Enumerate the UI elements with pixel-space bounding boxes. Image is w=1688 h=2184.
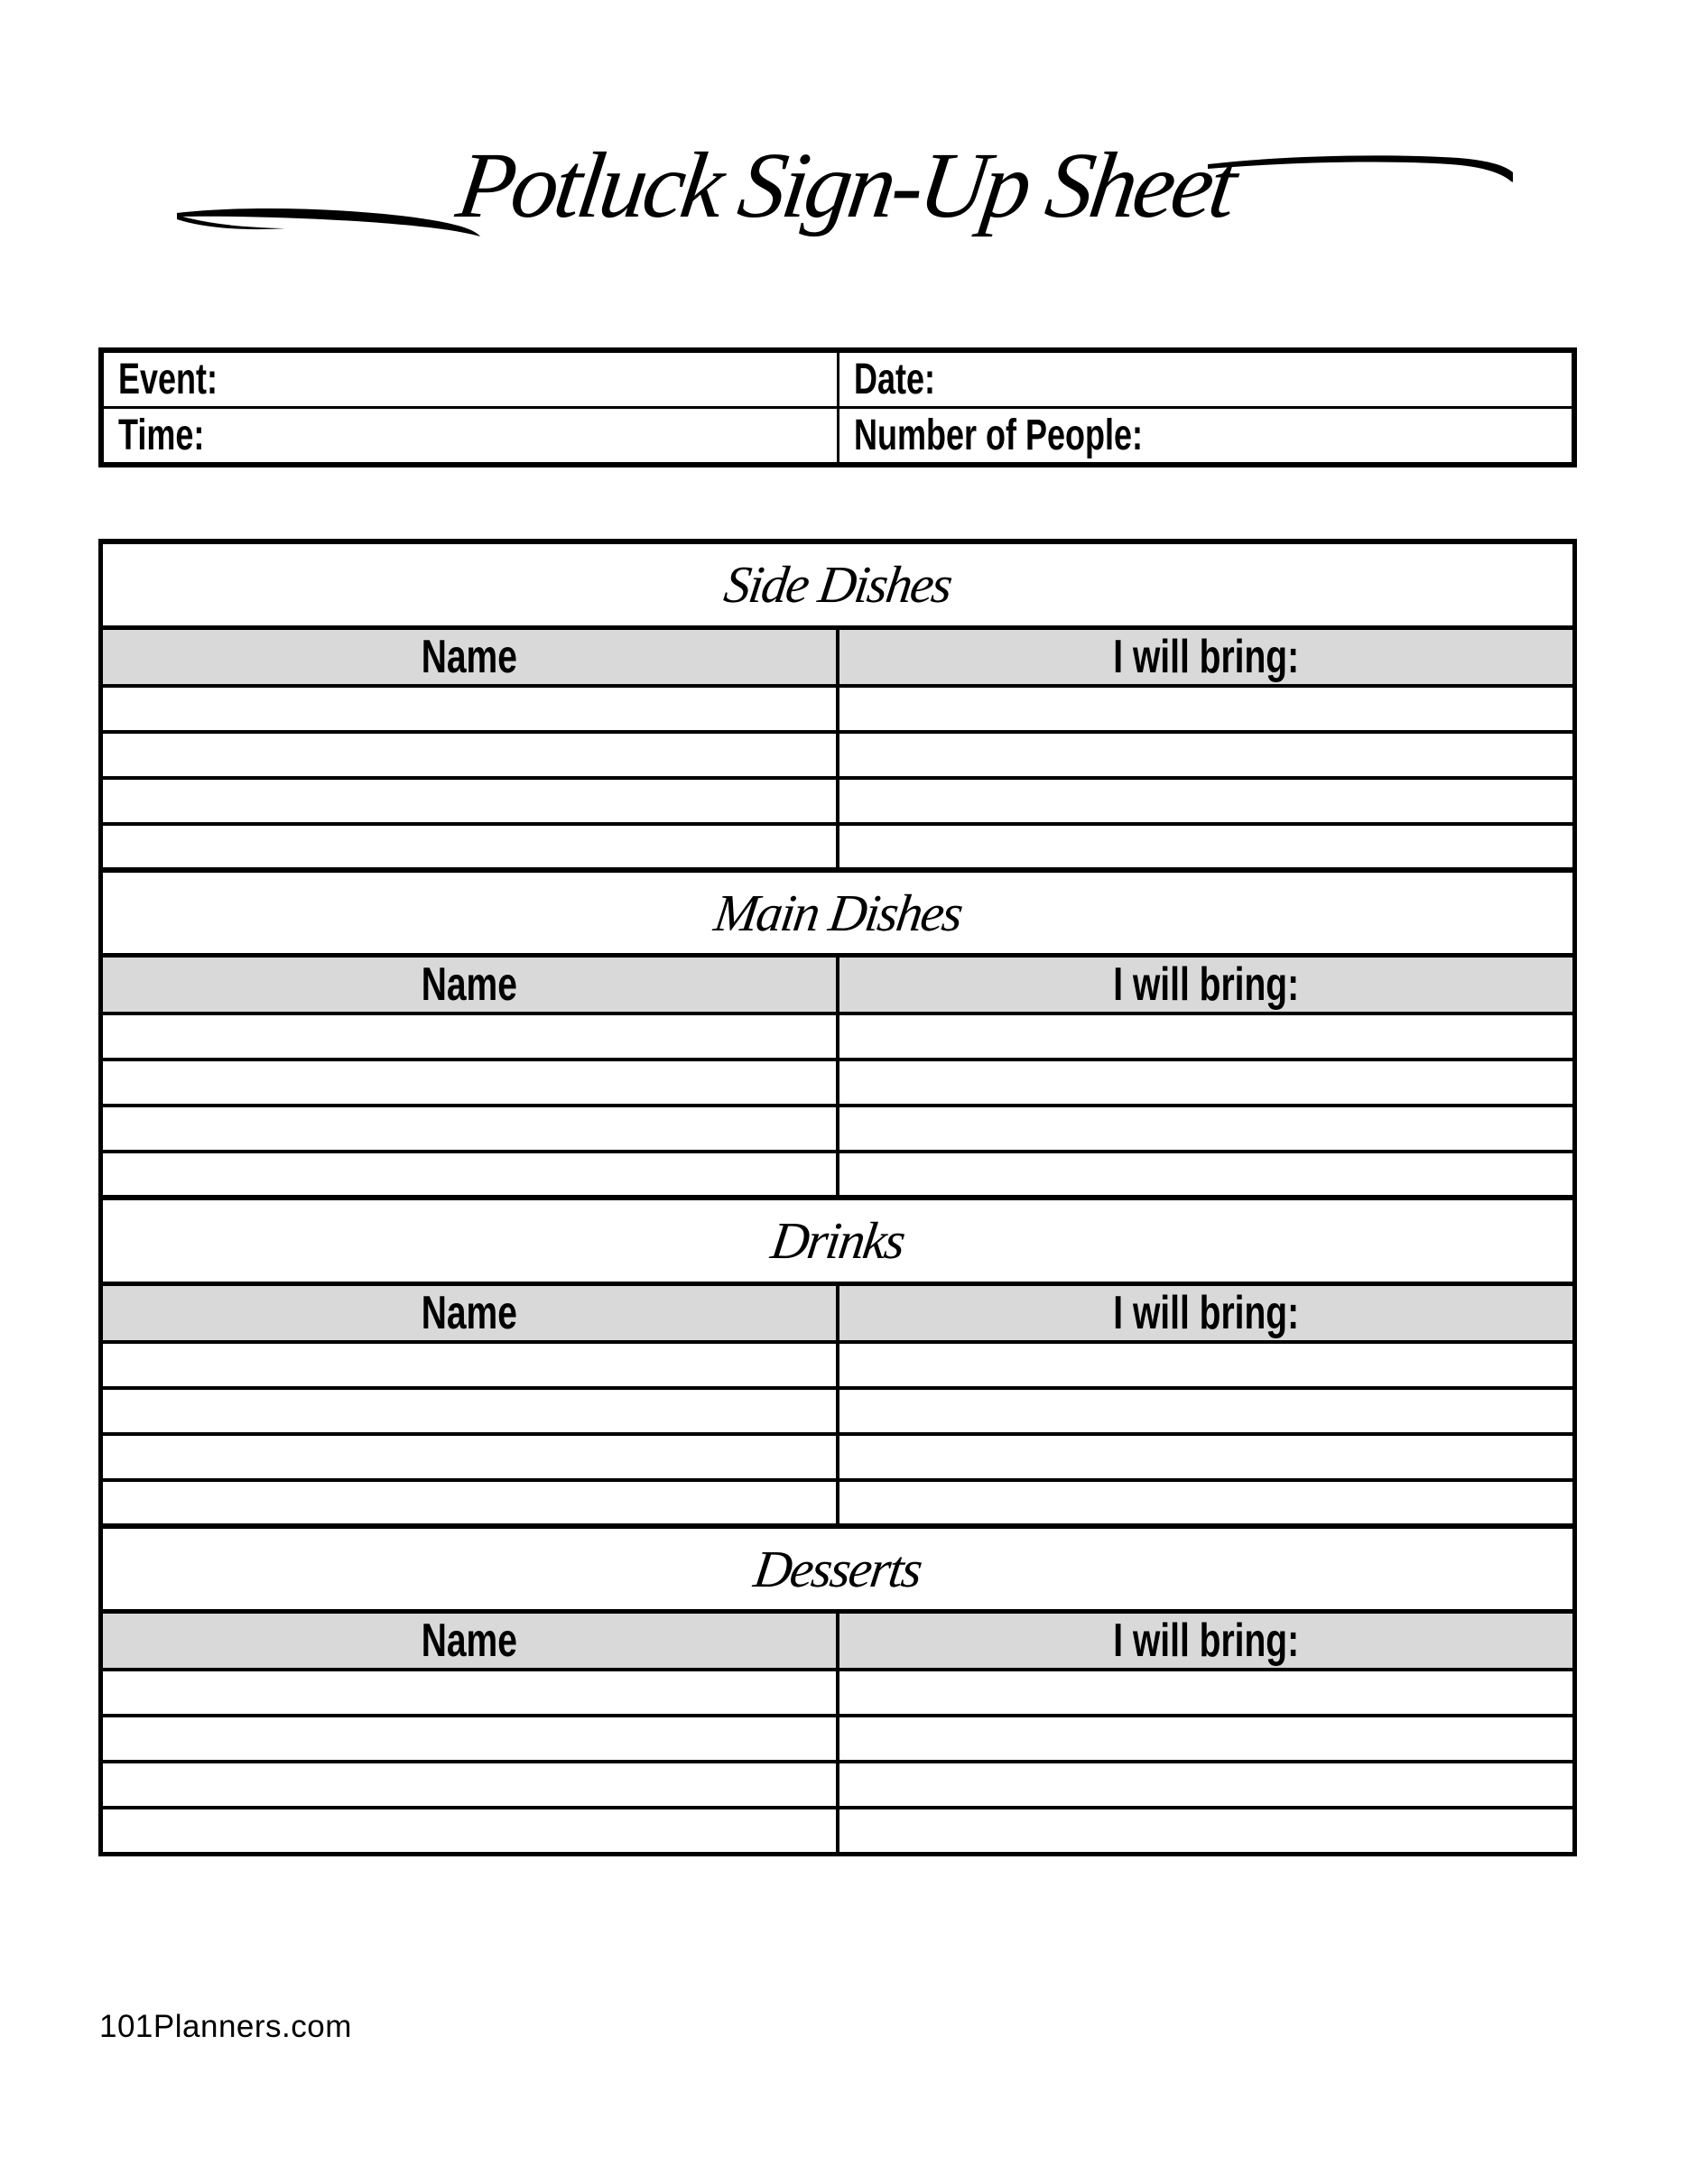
event-info-table: [98, 347, 1577, 467]
bring-column-header: I will bring:: [1113, 958, 1299, 1011]
signup-table: [98, 539, 1577, 1856]
bring-column-header: I will bring:: [1113, 630, 1299, 683]
section-title-main-dishes: Main Dishes: [710, 883, 965, 942]
date-field-cell: [838, 350, 1574, 408]
signup-item-cell: [838, 1670, 1575, 1716]
section-band-main-dishes: [101, 870, 1575, 956]
signup-item-cell: [838, 686, 1575, 732]
signup-row: [101, 824, 1575, 870]
signup-name-cell: [101, 1060, 839, 1106]
bring-column-header: I will bring:: [1113, 1286, 1299, 1339]
column-header-row: [101, 627, 1575, 686]
signup-name-cell: [101, 1388, 839, 1434]
signup-item-cell: [838, 1716, 1575, 1762]
signup-name-cell: [101, 778, 839, 824]
section-title-desserts: Desserts: [750, 1539, 925, 1598]
page-title: Potluck Sign-Up Sheet: [451, 133, 1240, 237]
signup-row: [101, 686, 1575, 732]
signup-item-cell: [838, 732, 1575, 778]
title-flourish-left-icon: [175, 186, 482, 249]
signup-row: [101, 1716, 1575, 1762]
signup-item-cell: [838, 1808, 1575, 1854]
bring-header-cell: [838, 627, 1575, 686]
people-label: Number of People:: [853, 412, 1143, 459]
signup-row: [101, 1388, 1575, 1434]
bring-header-cell: [838, 1283, 1575, 1342]
signup-name-cell: [101, 1013, 839, 1060]
signup-row: [101, 1808, 1575, 1854]
signup-name-cell: [101, 1434, 839, 1480]
signup-item-cell: [838, 1388, 1575, 1434]
column-header-row: [101, 1283, 1575, 1342]
section-band-cell: [101, 870, 1575, 956]
event-field-cell: [101, 350, 838, 408]
signup-item-cell: [838, 1762, 1575, 1808]
name-column-header: Name: [421, 958, 518, 1011]
signup-item-cell: [838, 1480, 1575, 1526]
signup-name-cell: [101, 732, 839, 778]
signup-name-cell: [101, 1152, 839, 1198]
signup-row: [101, 1013, 1575, 1060]
signup-name-cell: [101, 1762, 839, 1808]
section-title-side-dishes: Side Dishes: [720, 555, 955, 615]
event-label: Event:: [118, 356, 218, 403]
column-header-row: [101, 1612, 1575, 1670]
signup-item-cell: [838, 1342, 1575, 1388]
name-header-cell: [101, 1612, 839, 1670]
bring-column-header: I will bring:: [1113, 1615, 1299, 1667]
signup-row: [101, 1342, 1575, 1388]
date-label: Date:: [853, 356, 935, 403]
name-header-cell: [101, 956, 839, 1014]
signup-name-cell: [101, 1716, 839, 1762]
title-flourish-right-icon: [1206, 144, 1513, 208]
sheet-title-block: [0, 88, 1688, 282]
signup-name-cell: [101, 1342, 839, 1388]
footer-site-text: 101Planners.com: [99, 2009, 352, 2044]
time-field-cell: [101, 408, 838, 466]
signup-item-cell: [838, 778, 1575, 824]
signup-row: [101, 732, 1575, 778]
bring-header-cell: [838, 1612, 1575, 1670]
signup-row: [101, 778, 1575, 824]
signup-item-cell: [838, 1434, 1575, 1480]
section-band-drinks: [101, 1198, 1575, 1283]
signup-item-cell: [838, 824, 1575, 870]
people-field-cell: [838, 408, 1574, 466]
signup-name-cell: [101, 824, 839, 870]
bring-header-cell: [838, 956, 1575, 1014]
signup-item-cell: [838, 1152, 1575, 1198]
signup-name-cell: [101, 1808, 839, 1854]
section-band-cell: [101, 1198, 1575, 1283]
signup-row: [101, 1762, 1575, 1808]
name-column-header: Name: [421, 630, 518, 683]
signup-item-cell: [838, 1106, 1575, 1152]
info-row: [101, 350, 1574, 408]
signup-name-cell: [101, 1670, 839, 1716]
signup-row: [101, 1106, 1575, 1152]
section-title-drinks: Drinks: [767, 1211, 908, 1271]
signup-row: [101, 1670, 1575, 1716]
signup-item-cell: [838, 1013, 1575, 1060]
signup-row: [101, 1480, 1575, 1526]
section-band-cell: [101, 1526, 1575, 1612]
signup-name-cell: [101, 1106, 839, 1152]
name-column-header: Name: [421, 1615, 518, 1667]
section-band-cell: [101, 541, 1575, 627]
section-band-desserts: [101, 1526, 1575, 1612]
signup-name-cell: [101, 1480, 839, 1526]
name-header-cell: [101, 1283, 839, 1342]
info-row: [101, 408, 1574, 466]
signup-item-cell: [838, 1060, 1575, 1106]
signup-row: [101, 1060, 1575, 1106]
column-header-row: [101, 956, 1575, 1014]
name-header-cell: [101, 627, 839, 686]
section-band-side-dishes: [101, 541, 1575, 627]
signup-name-cell: [101, 686, 839, 732]
name-column-header: Name: [421, 1286, 518, 1339]
signup-row: [101, 1152, 1575, 1198]
signup-row: [101, 1434, 1575, 1480]
time-label: Time:: [118, 412, 205, 459]
